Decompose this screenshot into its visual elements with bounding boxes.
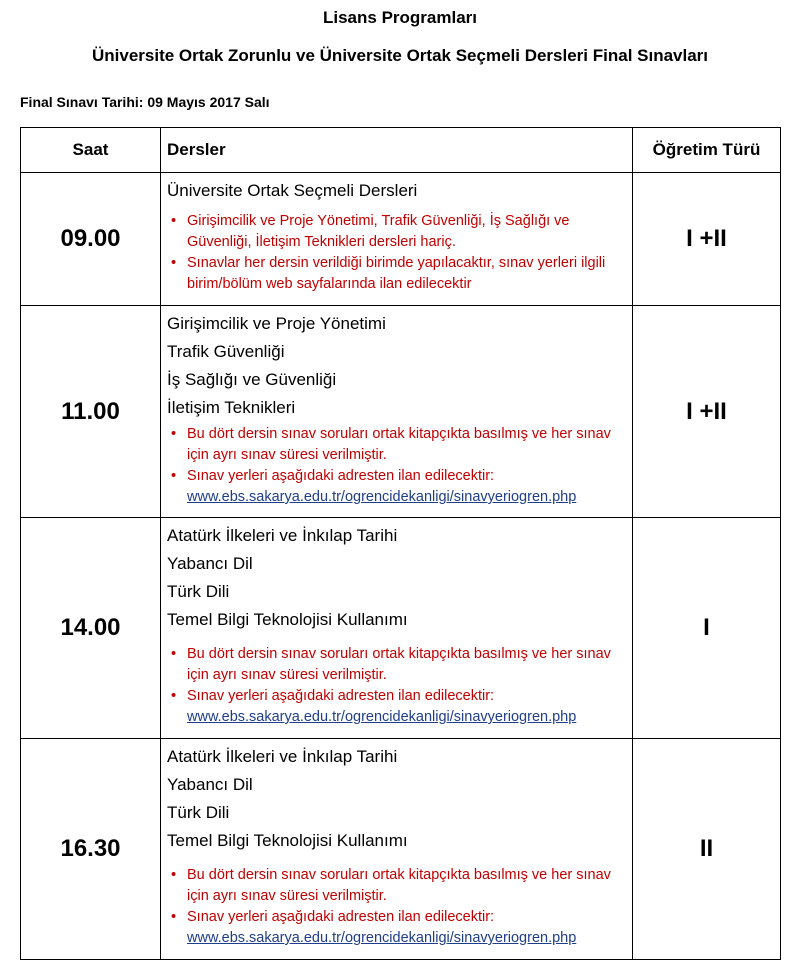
course-name: İş Sağlığı ve Güvenliği [167,370,337,389]
table-row [21,173,781,306]
note-item: • Girişimcilik ve Proje Yönetimi, Trafik Güvenliği, İş Sağlığı ve Güvenliği, İletişim Teknikleri dersleri hariç. [167,211,626,253]
column-header-courses: Dersler [161,128,633,173]
row-notes [167,211,626,295]
page-subtitle: Üniversite Ortak Zorunlu ve Üniversite Ortak Seçmeli Dersleri Final Sınavları [91,46,709,65]
column-header-type: Öğretim Türü [633,128,781,173]
row-notes [167,644,626,707]
row-notes [167,865,626,928]
row-courses [161,739,633,960]
note-item: • Sınav yerleri aşağıdaki adresten ilan edilecektir: [167,907,626,928]
course-name: Atatürk İlkeleri ve İnkılap Tarihi [167,526,398,545]
exam-date: Final Sınavı Tarihi: 09 Mayıs 2017 Salı [20,94,270,110]
note-item: • Sınav yerleri aşağıdaki adresten ilan edilecektir: [167,466,626,487]
table-row [21,739,781,960]
row-time: 09.00 [21,173,161,306]
table-row [21,518,781,739]
exam-location-link[interactable]: www.ebs.sakarya.edu.tr/ogrencidekanligi/sinavyeriogren.php [187,709,577,725]
exam-schedule-table [20,127,781,960]
column-header-time: Saat [21,128,161,173]
row-time: 11.00 [21,306,161,518]
note-item: • Bu dört dersin sınav soruları ortak kitapçıkta basılmış ve her sınav için ayrı sınav süresi verilmiştir. [167,424,626,466]
course-name: İletişim Teknikleri [167,398,296,417]
exam-location-link[interactable]: www.ebs.sakarya.edu.tr/ogrencidekanligi/sinavyeriogren.php [187,930,577,946]
course-name: Yabancı Dil [167,775,253,794]
row-type: I +II [633,306,781,518]
table-row [21,306,781,518]
note-item: • Sınav yerleri aşağıdaki adresten ilan edilecektir: [167,686,626,707]
row-type: II [633,739,781,960]
row-type: I [633,518,781,739]
course-name: Yabancı Dil [167,554,253,573]
row-courses [161,518,633,739]
row-courses [161,306,633,518]
note-item: • Sınavlar her dersin verildiği birimde yapılacaktır, sınav yerleri ilgili birim/bölüm web sayfalarında ilan edilecektir [167,253,626,295]
note-item: • Bu dört dersin sınav soruları ortak kitapçıkta basılmış ve her sınav için ayrı sınav süresi verilmiştir. [167,644,626,686]
course-name: Temel Bilgi Teknolojisi Kullanımı [167,831,408,850]
row-time: 16.30 [21,739,161,960]
course-name: Türk Dili [167,803,230,822]
row-courses [161,173,633,306]
course-name: Türk Dili [167,582,230,601]
course-name: Trafik Güvenliği [167,342,285,361]
row-time: 14.00 [21,518,161,739]
page-title: Lisans Programları [322,8,477,27]
note-item: • Bu dört dersin sınav soruları ortak kitapçıkta basılmış ve her sınav için ayrı sınav süresi verilmiştir. [167,865,626,907]
table-header-row [21,128,781,173]
exam-location-link[interactable]: www.ebs.sakarya.edu.tr/ogrencidekanligi/sinavyeriogren.php [187,489,577,505]
course-name: Girişimcilik ve Proje Yönetimi [167,314,386,333]
course-name: Atatürk İlkeleri ve İnkılap Tarihi [167,747,398,766]
course-name: Üniversite Ortak Seçmeli Dersleri [167,181,418,200]
row-notes [167,424,626,487]
course-name: Temel Bilgi Teknolojisi Kullanımı [167,610,408,629]
row-type: I +II [633,173,781,306]
